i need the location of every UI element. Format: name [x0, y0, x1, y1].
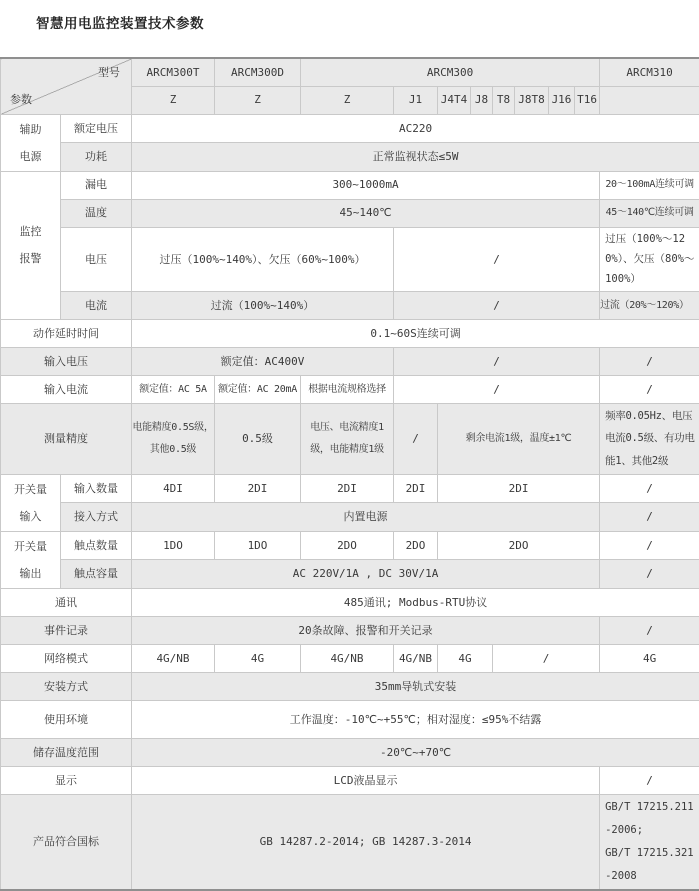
di-access-arcm310-cell: / — [600, 503, 699, 532]
voltage-label: 电压 — [61, 227, 132, 291]
display-label: 显示 — [1, 766, 132, 794]
row-display — [1, 766, 699, 794]
input-voltage-arcm310-cell: / — [600, 347, 699, 375]
row-network — [1, 644, 699, 672]
variant-j4t4: J4T4 — [438, 86, 471, 114]
group-aux-power — [1, 114, 61, 171]
temperature-main-cell: 45~140℃ — [132, 199, 600, 227]
variant-j1: J1 — [394, 86, 438, 114]
di-count-arcm300z-cell: 2DI — [301, 474, 394, 503]
row-standards — [1, 794, 699, 890]
group-monitor-alarm-line1: 监控 — [3, 218, 58, 245]
header-model-arcm300: ARCM300 — [301, 58, 600, 86]
mounting-label: 安装方式 — [1, 672, 132, 700]
group-aux-power-line1: 辅助 — [3, 116, 58, 143]
variant-arcm300t-z: Z — [132, 86, 215, 114]
row-input-current — [1, 375, 699, 403]
accuracy-arcm300d-cell: 0.5级 — [215, 403, 301, 474]
input-current-arcm300t-cell: 额定值：AC 5A — [132, 375, 215, 403]
row-event-log — [1, 616, 699, 644]
do-count-rest-cell: 2DO — [438, 531, 600, 560]
group-switch-output-line2: 输出 — [3, 560, 58, 587]
power-consumption-label: 功耗 — [61, 143, 132, 172]
mounting-value: 35mm导轨式安装 — [132, 672, 699, 700]
leakage-label: 漏电 — [61, 171, 132, 199]
current-mid-cell: / — [394, 291, 600, 319]
leakage-main-cell: 300~1000mA — [132, 171, 600, 199]
row-current — [1, 291, 699, 319]
do-count-j1-cell: 2DO — [394, 531, 438, 560]
di-count-label: 输入数量 — [61, 474, 132, 503]
variant-t8: T8 — [493, 86, 515, 114]
communication-label: 通讯 — [1, 588, 132, 616]
row-input-voltage — [1, 347, 699, 375]
corner-diagonal-cell — [1, 58, 132, 114]
input-current-arcm310-cell: / — [600, 375, 699, 403]
variant-j16: J16 — [549, 86, 575, 114]
row-di-access — [1, 503, 699, 532]
corner-model-label: 型号 — [98, 64, 120, 81]
voltage-mid-cell: / — [394, 227, 600, 291]
do-count-arcm300z-cell: 2DO — [301, 531, 394, 560]
row-leakage — [1, 171, 699, 199]
network-arcm310-cell: 4G — [600, 644, 699, 672]
group-monitor-alarm-line2: 报警 — [3, 245, 58, 272]
accuracy-arcm310-cell: 频率0.05Hz、电压电流0.5级、有功电能1、其他2级 — [600, 403, 699, 474]
corner-param-label: 参数 — [10, 91, 32, 108]
delay-value: 0.1~60S连续可调 — [132, 319, 699, 347]
group-switch-input-line2: 输入 — [3, 503, 58, 530]
network-arcm300z-cell: 4G/NB — [301, 644, 394, 672]
standards-arcm310-line1: GB/T 17215.211-2006; — [605, 796, 697, 842]
network-label: 网络模式 — [1, 644, 132, 672]
accuracy-label: 测量精度 — [1, 403, 132, 474]
display-main-cell: LCD液晶显示 — [132, 766, 600, 794]
input-current-arcm300z-cell: 根据电流规格选择 — [301, 375, 394, 403]
di-access-label: 接入方式 — [61, 503, 132, 532]
network-arcm300t-cell: 4G/NB — [132, 644, 215, 672]
row-communication — [1, 588, 699, 616]
row-storage-temp — [1, 738, 699, 766]
input-current-label: 输入电流 — [1, 375, 132, 403]
do-count-arcm300d-cell: 1DO — [215, 531, 301, 560]
di-access-main-cell: 内置电源 — [132, 503, 600, 532]
rated-voltage-value: AC220 — [132, 114, 699, 143]
row-temperature — [1, 199, 699, 227]
row-delay — [1, 319, 699, 347]
temperature-label: 温度 — [61, 199, 132, 227]
standards-main-cell: GB 14287.2-2014; GB 14287.3-2014 — [132, 794, 600, 890]
group-monitor-alarm — [1, 171, 61, 319]
spec-table — [0, 57, 699, 891]
di-count-rest-cell: 2DI — [438, 474, 600, 503]
power-consumption-value: 正常监视状态≤5W — [132, 143, 699, 172]
do-count-label: 触点数量 — [61, 531, 132, 560]
do-capacity-arcm310-cell: / — [600, 560, 699, 589]
do-capacity-main-cell: AC 220V/1A , DC 30V/1A — [132, 560, 600, 589]
variant-j8: J8 — [471, 86, 493, 114]
delay-label: 动作延时时间 — [1, 319, 132, 347]
page-title: 智慧用电监控装置技术参数 — [0, 0, 699, 32]
header-model-arcm300t: ARCM300T — [132, 58, 215, 86]
row-do-capacity — [1, 560, 699, 589]
do-count-arcm300t-cell: 1DO — [132, 531, 215, 560]
variant-j8t8: J8T8 — [515, 86, 549, 114]
standards-arcm310-line2: GB/T 17215.321-2008 — [605, 842, 697, 888]
event-log-main-cell: 20条故障、报警和开关记录 — [132, 616, 600, 644]
row-accuracy — [1, 403, 699, 474]
row-environment — [1, 700, 699, 738]
do-capacity-label: 触点容量 — [61, 560, 132, 589]
rated-voltage-label: 额定电压 — [61, 114, 132, 143]
accuracy-arcm300t-cell: 电能精度0.5S级，其他0.5级 — [132, 403, 215, 474]
di-count-j1-cell: 2DI — [394, 474, 438, 503]
input-voltage-label: 输入电压 — [1, 347, 132, 375]
network-j1-cell: 4G/NB — [394, 644, 438, 672]
header-model-arcm300d: ARCM300D — [215, 58, 301, 86]
header-row-models — [1, 58, 699, 86]
accuracy-j1-cell: / — [394, 403, 438, 474]
leakage-arcm310-cell: 20～100mA连续可调 — [600, 171, 699, 199]
input-voltage-main-cell: 额定值：AC400V — [132, 347, 394, 375]
network-arcm300d-cell: 4G — [215, 644, 301, 672]
current-main-cell: 过流（100%~140%） — [132, 291, 394, 319]
variant-arcm300-z: Z — [301, 86, 394, 114]
variant-arcm300d-z: Z — [215, 86, 301, 114]
temperature-arcm310-cell: 45～140℃连续可调 — [600, 199, 699, 227]
variant-arcm310-empty — [600, 86, 699, 114]
row-mounting — [1, 672, 699, 700]
input-current-arcm300d-cell: 额定值：AC 20mA — [215, 375, 301, 403]
group-switch-output-line1: 开关量 — [3, 533, 58, 560]
variant-t16: T16 — [575, 86, 600, 114]
voltage-arcm310-cell: 过压（100%～120%）、欠压（80%～100%） — [600, 227, 699, 291]
row-di-count — [1, 474, 699, 503]
display-arcm310-cell: / — [600, 766, 699, 794]
network-j4t4-j8-cell: 4G — [438, 644, 493, 672]
row-rated-voltage — [1, 114, 699, 143]
group-aux-power-line2: 电源 — [3, 143, 58, 170]
standards-label: 产品符合国标 — [1, 794, 132, 890]
communication-value: 485通讯; Modbus-RTU协议 — [132, 588, 699, 616]
di-count-arcm310-cell: / — [600, 474, 699, 503]
group-switch-output — [1, 531, 61, 588]
accuracy-arcm300z-cell: 电压、电流精度1级，电能精度1级 — [301, 403, 394, 474]
header-model-arcm310: ARCM310 — [600, 58, 699, 86]
input-current-mid-cell: / — [394, 375, 600, 403]
input-voltage-mid-cell: / — [394, 347, 600, 375]
row-do-count — [1, 531, 699, 560]
accuracy-residual-cell: 剩余电流1级，温度±1℃ — [438, 403, 600, 474]
voltage-main-cell: 过压（100%~140%）、欠压（60%~100%） — [132, 227, 394, 291]
storage-temp-label: 储存温度范围 — [1, 738, 132, 766]
storage-temp-value: -20℃~+70℃ — [132, 738, 699, 766]
standards-arcm310-cell — [600, 794, 699, 890]
event-log-arcm310-cell: / — [600, 616, 699, 644]
environment-label: 使用环境 — [1, 700, 132, 738]
group-switch-input — [1, 474, 61, 531]
current-label: 电流 — [61, 291, 132, 319]
event-log-label: 事件记录 — [1, 616, 132, 644]
row-voltage — [1, 227, 699, 291]
group-switch-input-line1: 开关量 — [3, 476, 58, 503]
di-count-arcm300t-cell: 4DI — [132, 474, 215, 503]
network-t8-t16-cell: / — [493, 644, 600, 672]
current-arcm310-cell: 过流（20%～120%） — [600, 291, 699, 319]
environment-value: 工作温度：-10℃~+55℃；相对湿度：≤95%不结露 — [132, 700, 699, 738]
row-power-consumption — [1, 143, 699, 172]
di-count-arcm300d-cell: 2DI — [215, 474, 301, 503]
do-count-arcm310-cell: / — [600, 531, 699, 560]
